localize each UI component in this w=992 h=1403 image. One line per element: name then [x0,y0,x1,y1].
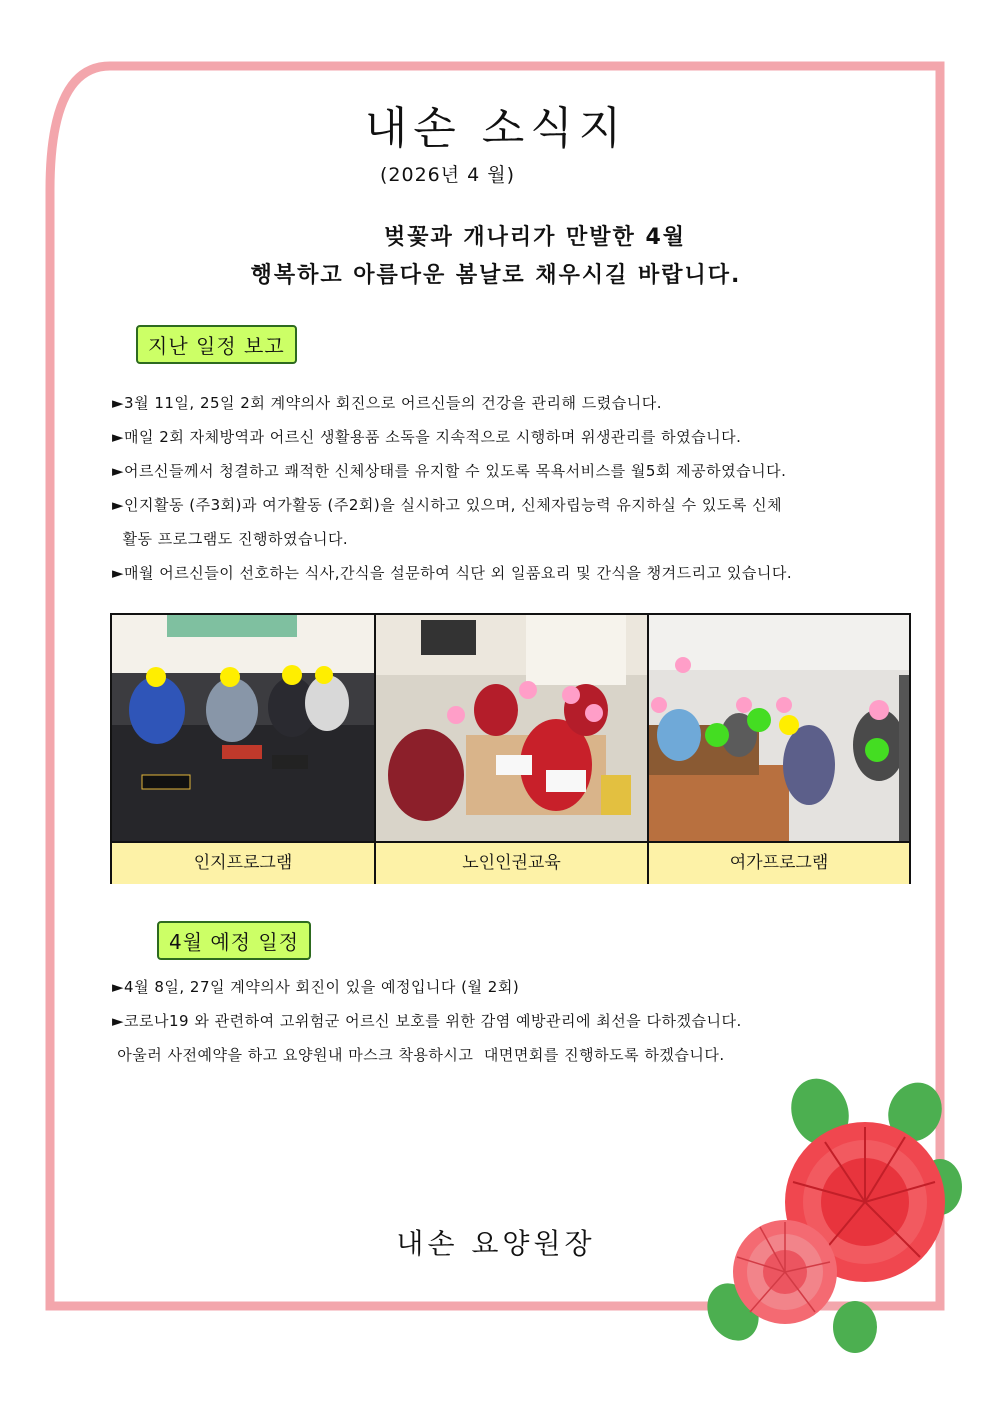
photo-cognitive-program [112,615,374,841]
photo-leisure-program [649,615,909,841]
list-item: ►매월 어르신들이 선호하는 식사,간식을 설문하여 식단 외 일품요리 및 간식을 챙겨드리고 있습니다. [112,564,793,582]
list-item: 활동 프로그램도 진행하였습니다. [112,530,349,548]
carnation-flower-icon [705,1072,965,1362]
list-item: ►어르신들께서 청결하고 쾌적한 신체상태를 유지할 수 있도록 목욕서비스를 월5회 제공하였습니다. [112,462,787,480]
photo-caption: 인지프로그램 [112,841,374,884]
past-schedule-label: 지난 일정 보고 [136,325,297,364]
list-item: ►매일 2회 자체방역과 어르신 생활용품 소독을 지속적으로 시행하며 위생관리를 하였습니다. [112,428,742,446]
past-schedule-list [112,386,932,590]
photo-caption: 노인인권교육 [376,841,647,884]
photo-table [110,613,911,884]
list-item: 아울러 사전예약을 하고 요양원내 마스크 착용하시고 대면면회를 진행하도록 하겠습니다. [112,1046,725,1064]
greeting-line-2: 행복하고 아름다운 봄날로 채우시길 바랍니다. [250,263,742,288]
list-item: ►3월 11일, 25일 2회 계약의사 회진으로 어르신들의 건강을 관리해 드렸습니다. [112,394,662,412]
page-title: 내손 소식지 [364,103,628,154]
list-item: ►코로나19 와 관련하여 고위험군 어르신 보호를 위한 감염 예방관리에 최선을 다하겠습니다. [112,1012,742,1030]
signature: 내손 요양원장 [396,1227,596,1260]
photo-caption: 여가프로그램 [649,841,909,884]
photo-human-rights-education [376,615,647,841]
upcoming-schedule-list [112,970,932,1072]
list-item: ►인지활동 (주3회)과 여가활동 (주2회)을 실시하고 있으며, 신체자립능력 유지하실 수 있도록 신체 [112,496,783,514]
list-item: ►4월 8일, 27일 계약의사 회진이 있을 예정입니다 (월 2회) [112,978,520,996]
upcoming-schedule-label: 4월 예정 일정 [157,921,311,960]
greeting-line-1: 벚꽃과 개나리가 만발한 4월 [383,225,687,250]
issue-date: (2026년 4 월) [380,164,516,186]
